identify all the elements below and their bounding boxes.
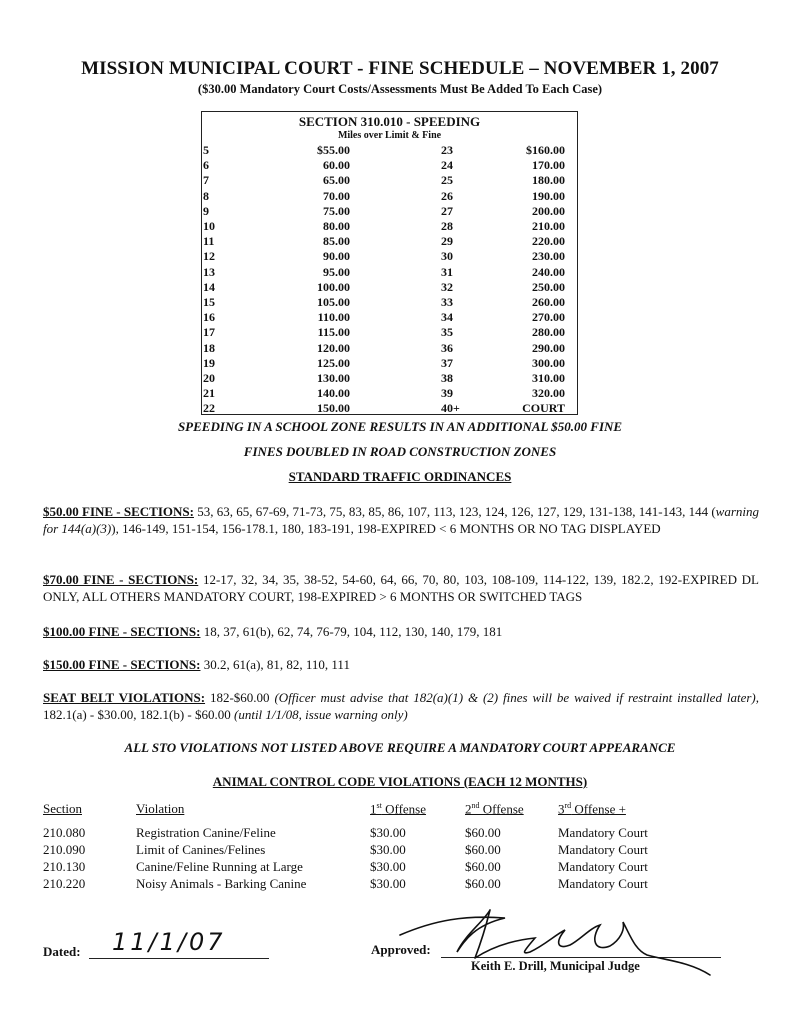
section-number: 210.220 [43,876,86,891]
fine-high: 270.00 [532,310,565,325]
speeding-row [201,386,578,401]
section-number: 210.090 [43,842,86,857]
miles-low: 21 [203,386,215,401]
animal-control-heading: ANIMAL CONTROL CODE VIOLATIONS (EACH 12 MONTHS) [212,774,588,789]
fine-low: 125.00 [317,355,350,370]
fine-70-text: 12-17, 32, 34, 35, 38-52, 54-60, 64, 66, 70, 80, 103, 108-109, 114-122, 139, 182.2, 192-EXPIRED DL ONLY, ALL OTHERS MANDATORY COURT, 198-EXPIRED > 6 MONTHS OR SWITCHED TAGS [43,572,760,604]
col-first-sup: st [376,801,382,810]
fine-high: 180.00 [532,173,565,188]
speeding-row [201,219,578,234]
miles-high: 33 [441,295,453,309]
miles-low: 5 [203,143,209,157]
first-offense-fine: $30.00 [370,842,406,857]
second-offense-fine: $60.00 [465,842,501,857]
miles-low: 10 [203,219,215,233]
speeding-row [201,143,578,158]
second-offense-fine: $60.00 [465,876,501,891]
miles-low: 8 [203,188,209,203]
fine-100-text: 18, 37, 61(b), 62, 74, 76-79, 104, 112, 130, 140, 179, 181 [200,624,503,639]
col-second-sup: nd [471,801,480,810]
miles-high: 34 [441,310,453,325]
fine-150-text: 30.2, 61(a), 81, 82, 110, 111 [200,657,350,672]
second-offense-fine: $60.00 [465,859,501,874]
fine-low: 65.00 [323,173,350,188]
dated-line [89,958,269,959]
fine-low: 105.00 [317,295,350,309]
speeding-row [201,371,578,386]
speeding-row [201,189,578,204]
fine-high: 260.00 [532,295,565,309]
col-third-offense [558,801,626,817]
dated-handwritten: 11/1/07 [112,928,226,956]
miles-low: 17 [203,325,215,340]
fine-low: 100.00 [317,279,350,294]
fine-low: 70.00 [323,188,350,203]
speeding-row [201,158,578,173]
speeding-row [201,265,578,280]
fine-high: 300.00 [532,355,565,370]
fine-high: 220.00 [532,234,565,249]
seatbelt-text-b: 182.1(a) - $30.00, 182.1(b) - $60.00 [43,707,234,722]
miles-low: 22 [203,401,215,416]
col-section: Section [43,801,82,816]
fine-high: 320.00 [532,386,565,401]
fine-low: 120.00 [317,340,350,355]
col-first-rest: Offense [381,801,427,817]
fine-100-label: $100.00 FINE - SECTIONS: [43,624,201,639]
fine-low: 140.00 [317,386,350,401]
col-second-rest: Offense [479,801,524,817]
speeding-title: SECTION 310.010 - SPEEDING [298,114,481,129]
third-offense-fine: Mandatory Court [558,825,648,840]
fine-high: 240.00 [532,264,565,279]
speeding-row [201,173,578,188]
fine-high: 190.00 [532,188,565,203]
miles-low: 6 [203,158,209,173]
fine-low: 110.00 [317,310,350,325]
approved-label: Approved: [371,942,431,957]
col-third-sup: rd [564,801,572,810]
speeding-row [201,356,578,371]
fine-high: 290.00 [532,340,565,355]
document-subtitle: ($30.00 Mandatory Court Costs/Assessments Must Be Added To Each Case) [197,82,603,96]
speeding-row [201,280,578,295]
fine-low: 60.00 [323,158,350,173]
miles-high: 30 [441,249,453,264]
col-first-num: 1 [370,801,377,817]
speeding-row [201,310,578,325]
miles-low: 18 [203,340,215,355]
fine-low: 95.00 [323,264,350,279]
miles-low: 19 [203,355,215,370]
third-offense-fine: Mandatory Court [558,859,648,874]
miles-low: 13 [203,264,215,279]
fine-low: 115.00 [317,325,350,340]
construction-notice: FINES DOUBLED IN ROAD CONSTRUCTION ZONES [243,444,557,459]
fine-50-paragraph [43,503,759,537]
miles-high: 31 [441,264,453,279]
fine-70-paragraph [43,571,759,605]
speeding-row [201,204,578,219]
speeding-row [201,401,578,416]
animal-row [43,842,743,859]
fine-150-paragraph [43,656,759,673]
seatbelt-note-b: (until 1/1/08, issue warning only) [234,707,408,722]
miles-high: 36 [441,340,453,355]
miles-low: 7 [203,173,209,188]
miles-high: 29 [441,234,453,249]
fine-50-warning: warning for 144(a)(3) [43,504,759,536]
seatbelt-text-a: 182-$60.00 [205,690,275,705]
first-offense-fine: $30.00 [370,859,406,874]
fine-low: 85.00 [323,234,350,249]
miles-high: 26 [441,188,453,203]
fine-high: 200.00 [532,203,565,218]
miles-high: 25 [441,173,453,188]
section-number: 210.130 [43,859,86,874]
seatbelt-paragraph [43,689,759,723]
fine-low: $55.00 [317,143,350,157]
miles-low: 11 [203,234,215,249]
miles-low: 20 [203,371,215,385]
miles-high: 23 [441,143,453,157]
animal-row [43,859,743,876]
speeding-subtitle: Miles over Limit & Fine [337,130,442,141]
fine-low: 75.00 [323,203,350,218]
fine-50-label: $50.00 FINE - SECTIONS: [43,504,194,519]
fine-low: 90.00 [323,249,350,264]
fine-high: 310.00 [532,371,565,385]
fine-high: COURT [522,401,565,416]
miles-high: 38 [441,371,453,385]
first-offense-fine: $30.00 [370,825,406,840]
speeding-row [201,325,578,340]
col-violation: Violation [136,801,185,816]
school-zone-notice: SPEEDING IN A SCHOOL ZONE RESULTS IN AN ADDITIONAL $50.00 FINE [177,419,623,434]
seatbelt-label: SEAT BELT VIOLATIONS: [43,690,206,705]
miles-high: 24 [441,158,453,173]
col-second-offense [465,801,524,817]
miles-high: 40+ [441,401,460,416]
fine-low: 130.00 [317,371,350,385]
fine-high: 280.00 [532,325,565,340]
col-third-num: 3 [558,801,565,817]
miles-high: 39 [441,386,453,401]
judge-name: Keith E. Drill, Municipal Judge [471,959,640,973]
animal-row [43,825,743,842]
fine-100-paragraph [43,623,759,640]
fine-high: $160.00 [526,143,565,157]
fine-high: 170.00 [532,158,565,173]
third-offense-fine: Mandatory Court [558,876,648,891]
miles-low: 15 [203,295,215,309]
miles-high: 37 [441,355,453,370]
second-offense-fine: $60.00 [465,825,501,840]
fine-low: 80.00 [323,219,350,233]
fine-high: 230.00 [532,249,565,264]
section-number: 210.080 [43,825,86,840]
fine-low: 150.00 [317,401,350,416]
speeding-row [201,295,578,310]
fine-50-text-a: 53, 63, 65, 67-69, 71-73, 75, 83, 85, 86, 107, 113, 123, 124, 126, 127, 129, 131-138, 141-143, 144 ( [193,504,716,519]
fine-high: 250.00 [532,279,565,294]
col-second-num: 2 [465,801,472,817]
speeding-row [201,341,578,356]
miles-low: 12 [203,249,215,264]
fine-150-label: $150.00 FINE - SECTIONS: [43,657,201,672]
fine-high: 210.00 [532,219,565,233]
miles-low: 14 [203,279,215,294]
violation-name: Registration Canine/Feline [136,825,276,840]
miles-high: 27 [441,203,453,218]
dated-label: Dated: [43,944,81,959]
document-title: MISSION MUNICIPAL COURT - FINE SCHEDULE – NOVEMBER 1, 2007 [81,58,719,79]
miles-low: 9 [203,203,209,218]
third-offense-fine: Mandatory Court [558,842,648,857]
col-first-offense [370,801,426,817]
seatbelt-note-a: (Officer must advise that 182(a)(1) & (2) fines will be waived if restraint installed later), [274,690,759,705]
fine-50-text-b: ), 146-149, 151-154, 156-178.1, 180, 183-191, 198-EXPIRED < 6 MONTHS OR NO TAG DISPLAYED [111,521,661,536]
violation-name: Limit of Canines/Felines [136,842,266,857]
miles-low: 16 [203,310,215,325]
speeding-row [201,249,578,264]
standard-ordinances-heading: STANDARD TRAFFIC ORDINANCES [288,469,512,484]
violation-name: Noisy Animals - Barking Canine [136,876,307,891]
fine-70-label: $70.00 FINE - SECTIONS: [43,572,199,587]
miles-high: 35 [441,325,453,340]
miles-high: 28 [441,219,453,233]
miles-high: 32 [441,279,453,294]
col-third-rest: Offense + [571,801,626,817]
first-offense-fine: $30.00 [370,876,406,891]
violation-name: Canine/Feline Running at Large [136,859,303,874]
sto-notice: ALL STO VIOLATIONS NOT LISTED ABOVE REQUIRE A MANDATORY COURT APPEARANCE [124,740,676,755]
speeding-row [201,234,578,249]
animal-row [43,876,743,893]
